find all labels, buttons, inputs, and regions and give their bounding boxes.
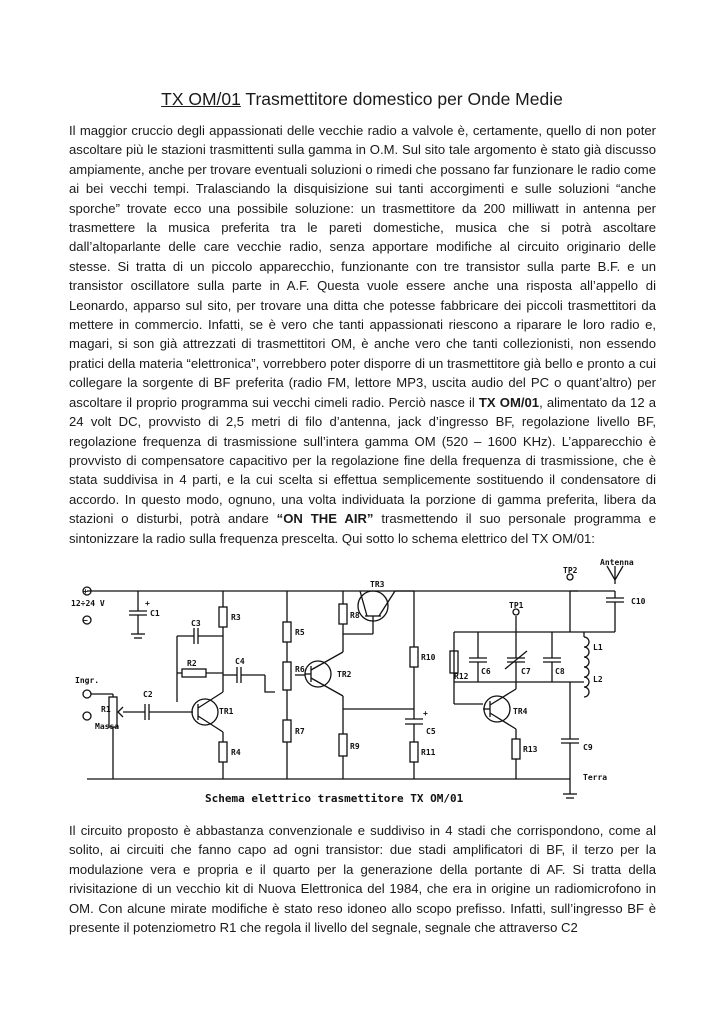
label-R13: R13 [523, 745, 538, 754]
intro-text-c: , alimentato da 12 a 24 volt DC, provvisto di 2,5 metri di filo d’antenna, jack d’ingresso BF, regolazione livello BF, regolazione frequenza di trasmissione sull’intera gamma OM (520 – 1600 KHz). L’apparecchio è provvisto di compensatore capacitivo per la regolazione fine della frequenza di trasmissione, che è stata suddivisa in 4 parti, e la cui scelta si effettua semplicemente sostituendo il condensatore di accordo. In questo modo, ognuno, una volta individuata la porzione di gamma preferita, libera da stazioni o disturbi, potrà andare [69, 394, 656, 527]
label-R6: R6 [295, 665, 305, 674]
intro-text-e: trasmettendo il suo personale programma e sintonizzare la radio sulla frequenza prescelta. Qui sotto lo schema elettrico del TX OM/01: [69, 511, 656, 546]
tp2-label: TP2 [563, 566, 578, 575]
c5-plus: + [423, 709, 428, 718]
label-C7: C7 [521, 667, 531, 676]
title-code: TX OM/01 [161, 89, 241, 109]
label-R12: R12 [454, 672, 469, 681]
supply-minus: − [83, 616, 88, 625]
label-R7: R7 [295, 727, 305, 736]
earth-label: Terra [583, 773, 608, 782]
intro-bold-on-air: “ON THE AIR” [276, 511, 374, 527]
label-R4: R4 [231, 748, 241, 757]
label-C5: C5 [426, 727, 436, 736]
intro-text-a: Il maggior cruccio degli appassionati delle vecchie radio a valvole è, certamente, quello di non poter ascoltare più le stazioni trasmittenti sulla gamma in O.M. Sul sito tale argomento è stato già discusso ampiamente, anche per trovare eventuali soluzioni o rimedi che possano far funzionare le radio come ai bei vecchi tempi. Tralasciando la disquisizione sui tanti accorgimenti e sulle soluzioni “anche sporche” trovate ecco una possibile soluzione: un trasmettitore da 200 milliwatt in antenna per trasmettere la musica preferita tra le pareti domestiche, musica che si potrà ascoltare dall’altoparlante delle care vecchie radio, senza apportare modifiche al circuito originario delle stesse. Si tratta di un piccolo apparecchio, funzionante con tre transistor sulla parte B.F. e un transistor oscillatore sulla parte in A.F. Questa vuole essere anche una risposta all’appello di Leonardo, apparso sul sito, per trovare una ditta che potesse fabbricare dei piccoli trasmettitori da mettere in commercio. Infatti, se è vero che tanti appassionati riescono a riparare le loro radio e, magari, si son già attrezzati di trasmettitori OM, è anche vero che tanti collezionisti, non essendo pratici della materia “elettronica”, vorrebbero poter disporre di un trasmettitore già bello e pronto a cui collegare la sorgente di BF preferita (radio FM, lettore MP3, uscita audio del PC o quant’altro) per ascoltare il proprio programma sui vecchi cimeli radio. Perciò nasce il [69, 123, 656, 410]
label-R10: R10 [421, 653, 436, 662]
label-L1: L1 [593, 643, 603, 652]
label-R5: R5 [295, 628, 305, 637]
label-C10: C10 [631, 597, 646, 606]
label-C4: C4 [235, 657, 245, 666]
tp1-label: TP1 [509, 601, 524, 610]
label-R9: R9 [350, 742, 360, 751]
circuit-schematic [65, 554, 663, 810]
label-C3: C3 [191, 619, 201, 628]
intro-bold-model: TX OM/01 [478, 394, 540, 410]
label-C8: C8 [555, 667, 565, 676]
supply-label: 12÷24 V [71, 599, 105, 608]
label-C9: C9 [583, 743, 593, 752]
input-label: Ingr. [75, 676, 100, 685]
ground-in-label: Massa [95, 722, 120, 731]
supply-plus: + [83, 587, 88, 596]
label-C2: C2 [143, 690, 153, 699]
label-R8: R8 [350, 611, 360, 620]
label-R3: R3 [231, 613, 241, 622]
title-text: Trasmettitore domestico per Onde Medie [240, 89, 563, 109]
label-TR1: TR1 [219, 707, 234, 716]
label-L2: L2 [593, 675, 603, 684]
label-TR3: TR3 [370, 580, 385, 589]
label-C6: C6 [481, 667, 491, 676]
c1-plus: + [145, 599, 150, 608]
label-C1: C1 [150, 609, 160, 618]
label-TR2: TR2 [337, 670, 352, 679]
circuit-paragraph: Il circuito proposto è abbastanza convenzionale e suddiviso in 4 stadi che corrispondono, come al solito, ai circuiti che fanno capo ad ogni transistor: due stadi amplificatori di BF, il terzo per la modulazione vera e propria e il quarto per la generazione della portante di AF. Si tratta della rivisitazione di un vecchio kit di Nuova Elettronica del 1984, che era in origine un radiomicrofono in OM. Con alcune mirate modifiche è stato reso idoneo allo scopo prefisso. Infatti, sull’ingresso BF è presente il potenziometro R1 che regola il livello del segnale, segnale che attraverso C2 [69, 823, 656, 936]
label-R11: R11 [421, 748, 436, 757]
schematic-caption: Schema elettrico trasmettitore TX OM/01 [205, 792, 464, 805]
label-R1: R1 [101, 705, 111, 714]
antenna-label: Antenna [600, 558, 634, 567]
intro-paragraph [69, 121, 656, 548]
page-title [0, 89, 724, 110]
label-TR4: TR4 [513, 707, 528, 716]
label-R2: R2 [187, 659, 197, 668]
